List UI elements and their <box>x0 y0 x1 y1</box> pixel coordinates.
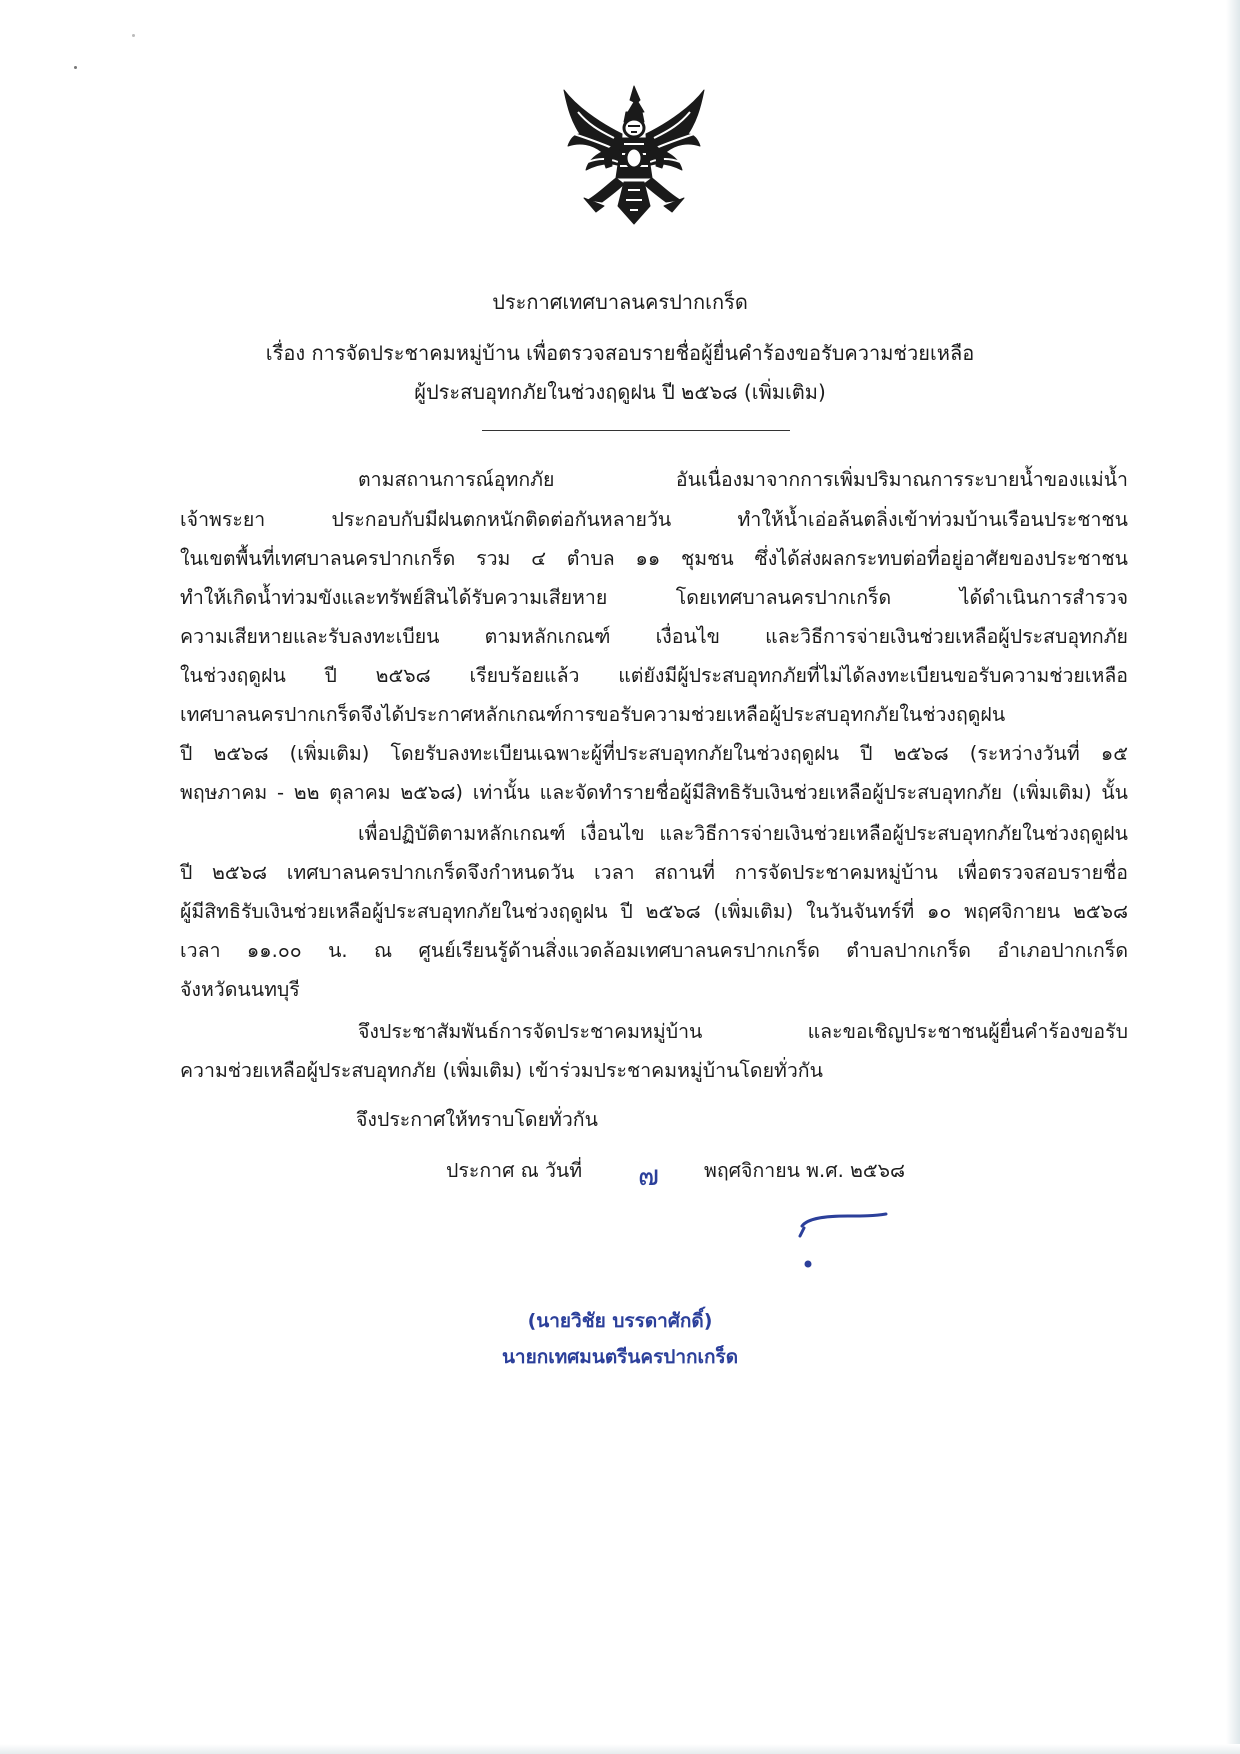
paragraph-3-line: ความช่วยเหลือผู้ประสบอุทกภัย (เพิ่มเติม) เข้าร่วมประชาคมหมู่บ้านโดยทั่วกัน <box>180 1059 823 1082</box>
date-day-handwritten: ๗ <box>638 1159 660 1192</box>
paragraph-1-line: ตามสถานการณ์อุทกภัย อันเนื่องมาจากการเพิ่มปริมาณการระบายน้ำของแม่น้ำ <box>358 468 1128 491</box>
handwritten-signature <box>796 1206 896 1276</box>
paragraph-1-line: ปี ๒๕๖๘ (เพิ่มเติม) โดยรับลงทะเบียนเฉพาะผู้ที่ประสบอุทกภัยในช่วงฤดูฝน ปี ๒๕๖๘ (ระหว่างวันที่ ๑๕ <box>180 742 1128 765</box>
paragraph-2-line: เวลา ๑๑.๐๐ น. ณ ศูนย์เรียนรู้ด้านสิ่งแวดล้อมเทศบาลนครปากเกร็ด ตำบลปากเกร็ด อำเภอปากเกร็ด <box>180 939 1128 962</box>
scan-right-edge <box>1226 0 1240 1754</box>
paragraph-2-line: ปี ๒๕๖๘ เทศบาลนครปากเกร็ดจึงกำหนดวัน เวลา สถานที่ การจัดประชาคมหมู่บ้าน เพื่อตรวจสอบรายชื่อ <box>180 861 1128 884</box>
paragraph-1-line: ในช่วงฤดูฝน ปี ๒๕๖๘ เรียบร้อยแล้ว แต่ยังมีผู้ประสบอุทกภัยที่ไม่ได้ลงทะเบียนขอรับความช่วยเหลือ <box>180 664 1128 687</box>
signer-position: นายกเทศมนตรีนครปากเกร็ด <box>501 1346 739 1368</box>
scan-speck <box>74 66 77 69</box>
paragraph-1-line: ในเขตพื้นที่เทศบาลนครปากเกร็ด รวม ๔ ตำบล ๑๑ ชุมชน ซึ่งได้ส่งผลกระทบต่อที่อยู่อาศัยของประชาชน <box>180 547 1128 570</box>
paragraph-2-line: จังหวัดนนทบุรี <box>180 978 300 1001</box>
paragraph-1-line: พฤษภาคม - ๒๒ ตุลาคม ๒๕๖๘) เท่านั้น และจัดทำรายชื่อผู้มีสิทธิรับเงินช่วยเหลือผู้ประสบอุทกภัย (เพิ่มเติม) นั้น <box>180 781 1128 804</box>
paragraph-1-line: เทศบาลนครปากเกร็ดจึงได้ประกาศหลักเกณฑ์การขอรับความช่วยเหลือผู้ประสบอุทกภัยในช่วงฤดูฝน <box>180 703 1006 726</box>
announcement-heading: ประกาศเทศบาลนครปากเกร็ด <box>492 290 748 314</box>
paragraph-2-line: ผู้มีสิทธิรับเงินช่วยเหลือผู้ประสบอุทกภัยในช่วงฤดูฝน ปี ๒๕๖๘ (เพิ่มเติม) ในวันจันทร์ที่ ๑๐ พฤศจิกายน ๒๕๖๘ <box>180 900 1128 923</box>
paragraph-3-line: จึงประชาสัมพันธ์การจัดประชาคมหมู่บ้าน และขอเชิญประชาชนผู้ยื่นคำร้องขอรับ <box>358 1020 1128 1043</box>
scan-bottom-edge <box>0 1744 1240 1754</box>
paragraph-2-line: เพื่อปฏิบัติตามหลักเกณฑ์ เงื่อนไข และวิธีการจ่ายเงินช่วยเหลือผู้ประสบอุทกภัยในช่วงฤดูฝน <box>358 822 1128 845</box>
scan-speck <box>132 34 135 37</box>
paragraph-1-line: เจ้าพระยา ประกอบกับมีฝนตกหนักติดต่อกันหลายวัน ทำให้น้ำเอ่อล้นตลิ่งเข้าท่วมบ้านเรือนประชาชน <box>180 508 1128 531</box>
date-month-year: พฤศจิกายน พ.ศ. ๒๕๖๘ <box>704 1159 906 1182</box>
paragraph-1-line: ทำให้เกิดน้ำท่วมขังและทรัพย์สินได้รับความเสียหาย โดยเทศบาลนครปากเกร็ด ได้ดำเนินการสำรวจ <box>180 586 1128 609</box>
subject-line-continued: ผู้ประสบอุทกภัยในช่วงฤดูฝน ปี ๒๕๖๘ (เพิ่มเติม) <box>414 380 826 404</box>
date-prefix: ประกาศ ณ วันที่ <box>446 1159 583 1182</box>
signer-name: (นายวิชัย บรรดาศักดิ์) <box>527 1310 713 1332</box>
garuda-emblem <box>558 82 710 234</box>
subject-line: เรื่อง การจัดประชาคมหมู่บ้าน เพื่อตรวจสอบรายชื่อผู้ยื่นคำร้องขอรับความช่วยเหลือ <box>265 341 975 365</box>
title-divider <box>482 430 790 431</box>
closing-statement: จึงประกาศให้ทราบโดยทั่วกัน <box>356 1108 598 1131</box>
paragraph-1-line: ความเสียหายและรับลงทะเบียน ตามหลักเกณฑ์ เงื่อนไข และวิธีการจ่ายเงินช่วยเหลือผู้ประสบอุทกภัย <box>180 625 1128 648</box>
